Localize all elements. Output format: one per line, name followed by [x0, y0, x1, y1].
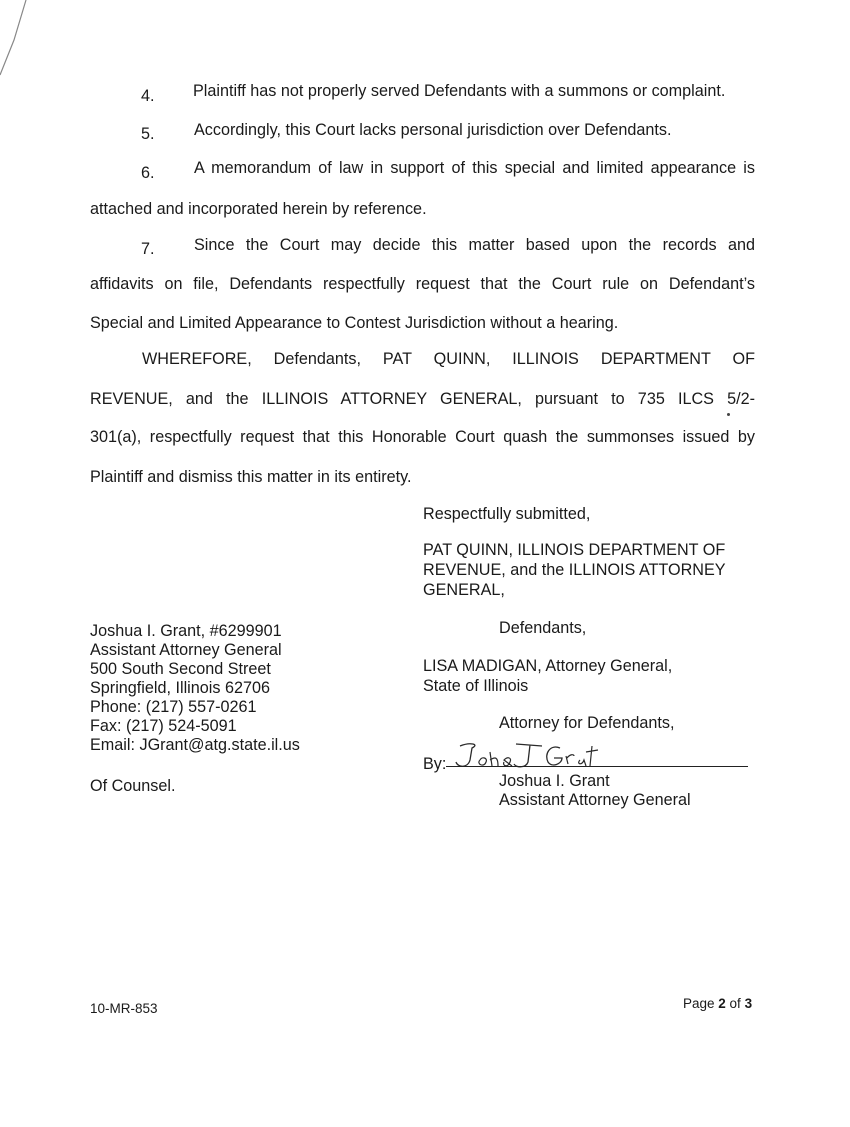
wherefore-line-4: Plaintiff and dismiss this matter in its entirety.	[90, 468, 412, 486]
wherefore-line-1: WHEREFORE, Defendants, PAT QUINN, ILLINOIS DEPARTMENT OF	[142, 350, 755, 368]
paragraph-number-7: 7.	[141, 240, 155, 258]
scan-speck	[727, 413, 730, 416]
attorney-for-defendants: Attorney for Defendants,	[499, 714, 675, 732]
signer-title: Assistant Attorney General	[499, 791, 691, 809]
page-indicator	[683, 996, 752, 1011]
attorney-general-line-1: LISA MADIGAN, Attorney General,	[423, 657, 673, 675]
paragraph-6-line-1: A memorandum of law in support of this special and limited appearance is	[194, 159, 755, 177]
page-current: 2	[718, 996, 726, 1011]
wherefore-line-3: 301(a), respectfully request that this Honorable Court quash the summonses issued by	[90, 428, 755, 446]
paragraph-number-6: 6.	[141, 164, 155, 182]
counsel-street: 500 South Second Street	[90, 660, 271, 678]
counsel-name: Joshua I. Grant, #6299901	[90, 622, 282, 640]
paragraph-4-text: Plaintiff has not properly served Defendants with a summons or complaint.	[193, 82, 726, 100]
counsel-email: Email: JGrant@atg.state.il.us	[90, 736, 300, 754]
counsel-city: Springfield, Illinois 62706	[90, 679, 270, 697]
of-counsel: Of Counsel.	[90, 777, 176, 795]
paragraph-5-text: Accordingly, this Court lacks personal jurisdiction over Defendants.	[194, 121, 672, 139]
counsel-fax: Fax: (217) 524-5091	[90, 717, 237, 735]
page-total: 3	[744, 996, 753, 1011]
paragraph-7-line-3: Special and Limited Appearance to Contest Jurisdiction without a hearing.	[90, 314, 619, 332]
page-of: of	[725, 996, 745, 1011]
parties-line-1: PAT QUINN, ILLINOIS DEPARTMENT OF	[423, 541, 726, 559]
parties-line-3: GENERAL,	[423, 581, 505, 599]
scan-corner-mark	[0, 0, 40, 90]
case-number: 10-MR-853	[90, 1001, 158, 1016]
signer-name: Joshua I. Grant	[499, 772, 610, 790]
by-label: By:	[423, 755, 447, 773]
counsel-title: Assistant Attorney General	[90, 641, 282, 659]
paragraph-7-line-2: affidavits on file, Defendants respectfully request that the Court rule on Defendant’s	[90, 275, 755, 293]
parties-line-2: REVENUE, and the ILLINOIS ATTORNEY	[423, 561, 726, 579]
paragraph-number-4: 4.	[141, 87, 155, 105]
counsel-phone: Phone: (217) 557-0261	[90, 698, 257, 716]
page-prefix: Page	[683, 996, 719, 1011]
signature-line	[446, 766, 748, 767]
paragraph-number-5: 5.	[141, 125, 155, 143]
wherefore-line-2: REVENUE, and the ILLINOIS ATTORNEY GENERAL, pursuant to 735 ILCS 5/2-	[90, 390, 755, 408]
respectfully-submitted: Respectfully submitted,	[423, 505, 591, 523]
paragraph-7-line-1: Since the Court may decide this matter based upon the records and	[194, 236, 755, 254]
attorney-general-line-2: State of Illinois	[423, 677, 529, 695]
paragraph-6-line-2: attached and incorporated herein by reference.	[90, 200, 427, 218]
defendants-label: Defendants,	[499, 619, 587, 637]
